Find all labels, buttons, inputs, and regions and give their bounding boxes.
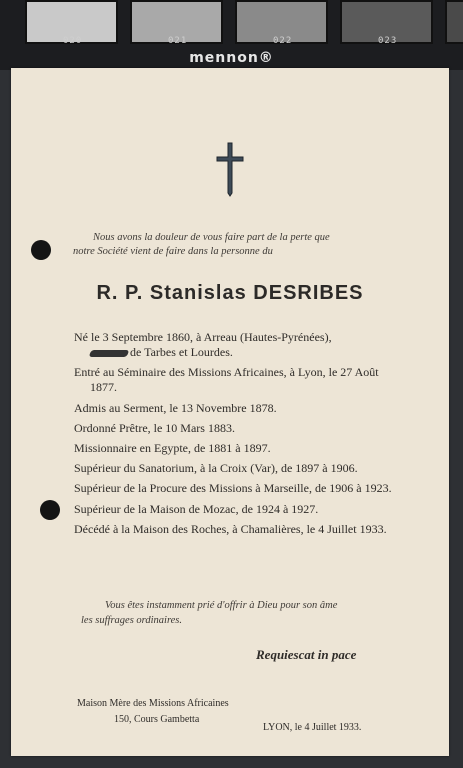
punch-hole-bottom [40,500,60,520]
calibration-strip [0,0,463,70]
patch-label-020: 020 [63,36,83,46]
patch-label-021: 021 [168,36,188,46]
bio-entry: Décédé à la Maison des Roches, à Chamalières, le 4 Juillet 1933. [74,521,387,536]
bio-entry: Supérieur de la Procure des Missions à Marseille, de 1906 à 1923. [74,481,392,496]
closing-text [81,598,411,628]
deceased-name: R. P. Stanislas DESRIBES [96,282,364,304]
patch-label-022: 022 [273,36,293,46]
intro-line-1: Nous avons la douleur de vous faire part de la perte que [93,232,330,243]
biography-list [74,330,404,542]
requiescat-text: Requiescat in pace [256,647,357,662]
bio-entry-continued [74,345,404,360]
bio-entry: Supérieur de la Maison de Mozac, de 1924 à 1927. [74,501,319,516]
brand-logo: mennon® [189,50,274,66]
bio-entry: Supérieur du Sanatorium, à la Croix (Var), de 1897 à 1906. [74,461,358,476]
closing-line-1: Vous êtes instamment prié d'offrir à Dieu pour son âme [105,600,338,611]
bio-entry: Ordonné Prêtre, le 10 Mars 1883. [74,420,235,435]
footer-line-2: 150, Cours Gambetta [114,714,200,725]
footer-line-1: Maison Mère des Missions Africaines [77,698,229,709]
memorial-card [11,68,449,756]
bio-entry: Entré au Séminaire des Missions Africaines, à Lyon, le 27 Août 1877. [74,365,379,395]
patch-label-023: 023 [378,36,398,46]
intro-text [73,231,423,259]
bio-entry: Missionnaire en Egypte, de 1881 à 1897. [74,440,271,455]
ink-smudge [89,350,130,357]
cross-icon [215,141,245,197]
bio-entry: Né le 3 Septembre 1860, à Arreau (Hautes-Pyrénées), [74,330,332,344]
dateline: LYON, le 4 Juillet 1933. [263,722,362,733]
bio-entry-text: de Tarbes et Lourdes. [130,345,233,360]
bio-entry: Admis au Serment, le 13 Novembre 1878. [74,400,277,415]
gray-patch-024 [445,0,463,44]
closing-line-2: les suffrages ordinaires. [81,615,183,626]
footer-address [77,696,229,728]
intro-line-2: notre Société vient de faire dans la personne du [73,246,273,257]
punch-hole-top [31,240,51,260]
